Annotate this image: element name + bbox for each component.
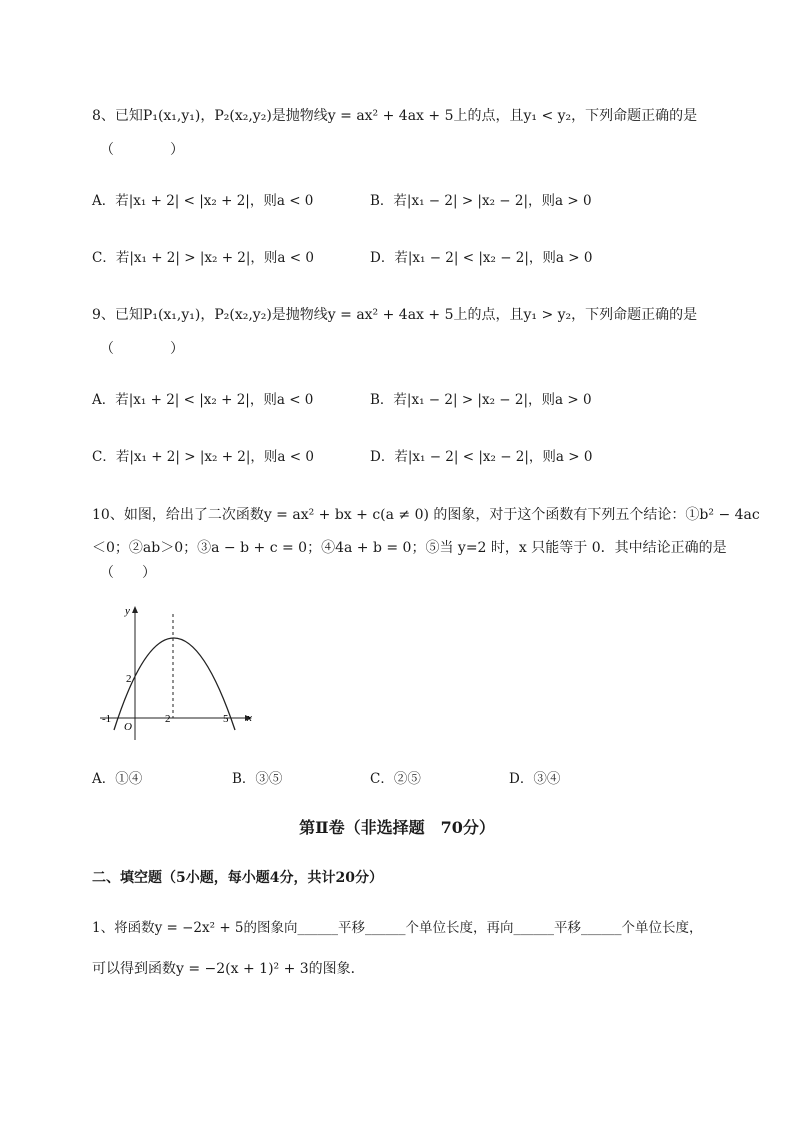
q8-option-b: B．若|x₁ − 2| > |x₂ − 2|，则a > 0: [370, 193, 592, 209]
q10-stem-line2: ＜0；②ab＞0；③a − b + c = 0；④4a + b = 0；⑤当 y=2 时，x 只能等于 0．其中结论正确的是: [92, 540, 727, 556]
q8-option-c: C．若|x₁ + 2| > |x₂ + 2|，则a < 0: [92, 250, 314, 266]
x-intercept-neg1-label: -1: [102, 713, 112, 725]
fill1-line2: 可以得到函数y = −2(x + 1)² + 3的图象．: [92, 961, 365, 977]
x-intercept-5-label: 5: [223, 713, 229, 725]
x-axis-label: x: [247, 712, 252, 724]
parabola-curve: [114, 638, 235, 730]
section2-title: 二、填空题（5小题，每小题4分，共计20分）: [92, 870, 383, 886]
q9-option-d: D．若|x₁ − 2| < |x₂ − 2|，则a > 0: [370, 449, 593, 465]
q10-answer-paren: （ ）: [100, 565, 156, 581]
q9-answer-paren: （ ）: [100, 341, 184, 357]
y-axis-arrow: [132, 606, 138, 613]
q8-option-d: D．若|x₁ − 2| < |x₂ − 2|，则a > 0: [370, 250, 593, 266]
q9-stem: 9、已知P₁(x₁,y₁)，P₂(x₂,y₂)是抛物线y = ax² + 4ax + 5上的点，且y₁ > y₂，下列命题正确的是: [92, 307, 698, 323]
q9-option-a: A．若|x₁ + 2| < |x₂ + 2|，则a < 0: [92, 392, 314, 408]
q10-stem-line1: 10、如图，给出了二次函数y = ax² + bx + c(a ≠ 0) 的图象，对于这个函数有下列五个结论：①b² − 4ac: [92, 507, 760, 523]
fill1-line1: 1、将函数y = −2x² + 5的图象向______平移______个单位长度，再向______平移______个单位长度，: [92, 920, 703, 936]
q10-option-a: A．①④: [92, 771, 143, 787]
q9-option-c: C．若|x₁ + 2| > |x₂ + 2|，则a < 0: [92, 449, 314, 465]
x-tick-2-label: 2: [165, 713, 171, 725]
q8-answer-paren: （ ）: [100, 142, 184, 158]
q10-parabola-graph: [92, 600, 262, 745]
q10-option-c: C．②⑤: [370, 771, 421, 787]
part2-title: 第Ⅱ卷（非选择题 70分）: [299, 818, 495, 837]
q9-option-b: B．若|x₁ − 2| > |x₂ − 2|，则a > 0: [370, 392, 592, 408]
y-intercept-2-label: 2: [126, 673, 132, 685]
q10-option-d: D．③④: [509, 771, 561, 787]
origin-label: O: [124, 721, 132, 733]
q8-stem: 8、已知P₁(x₁,y₁)，P₂(x₂,y₂)是抛物线y = ax² + 4ax + 5上的点，且y₁ < y₂，下列命题正确的是: [92, 108, 698, 124]
y-axis-label: y: [125, 605, 130, 617]
q10-option-b: B．③⑤: [232, 771, 283, 787]
q8-option-a: A．若|x₁ + 2| < |x₂ + 2|，则a < 0: [92, 193, 314, 209]
